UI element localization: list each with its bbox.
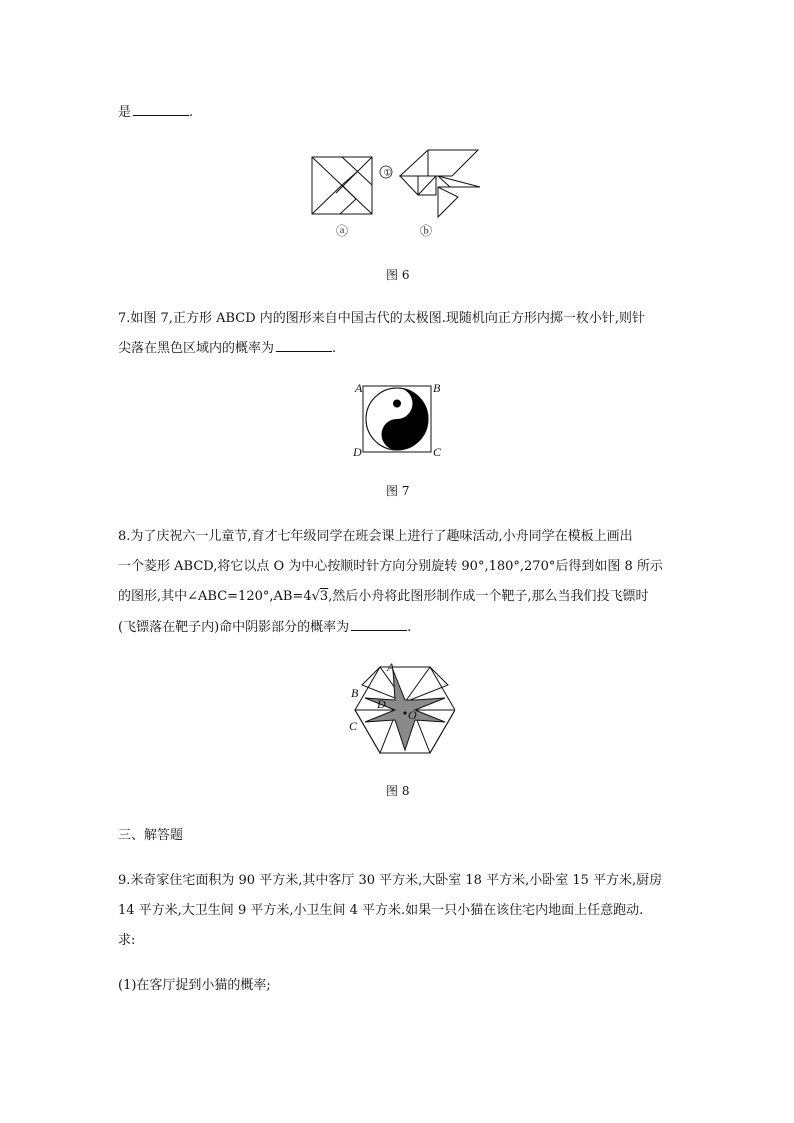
figure-6-caption: 图 6 [386,268,410,282]
vertex-label-b: B [351,686,359,700]
vertex-label-a: A [387,660,395,674]
vertex-label-c: C [349,719,358,733]
answer-blank [276,340,332,352]
q8-line1: 8.为了庆祝六一儿童节,育才七年级同学在班会课上进行了趣味活动,小舟同学在模板上画出 [118,529,633,544]
q6-tail [118,104,678,121]
figure-8-target [345,655,455,765]
q9-line1: 9.米奇家住宅面积为 90 平方米,其中客厅 30 平方米,大卧室 18 平方米,小卧室 15 平方米,厨房 [118,873,663,888]
q7-line1: 7.如图 7,正方形 ABCD 内的图形来自中国古代的太极图.现随机向正方形内掷一枚小针,则针 [118,311,646,326]
answer-blank [133,104,189,116]
q9-line2: 14 平方米,大卫生间 9 平方米,小卫生间 4 平方米.如果一只小猫在该住宅内地面上任意跑动. [118,903,644,918]
figure-7-taiji [350,378,446,460]
q8-line3-b: ,然后小舟将此图形制作成一个靶子,那么当我们投飞镖时 [328,589,649,604]
q7-line2-text: 尖落在黑色区域内的概率为 [118,341,275,356]
q8-line3 [118,589,678,605]
vertex-label-c: C [433,445,442,459]
q6-tail-text: 是 [118,105,132,120]
q8-end: . [407,620,412,635]
tangram-label-1: ① [383,167,392,178]
figure-7-caption: 图 7 [386,484,410,498]
tangram-label-a: ⓐ [336,224,349,238]
section-title: 三、解答题 [118,828,184,843]
answer-blank [351,619,407,631]
vertex-label-o: O [408,708,417,722]
q8-line4-text: (飞镖落在靶子内)命中阴影部分的概率为 [118,620,350,635]
q6-end: . [189,105,194,120]
q9-line3: 求: [118,933,136,948]
vertex-label-d: D [353,445,362,459]
q7-line2 [118,340,678,357]
vertex-label-a: A [355,381,363,395]
q8-line3-a: 的图形,其中∠ABC=120°,AB=4 [118,589,312,604]
q7-end: . [332,341,337,356]
figure-8-caption: 图 8 [386,784,410,798]
vertex-label-d: D [377,697,386,711]
tangram-label-b: ⓑ [420,224,433,238]
vertex-label-b: B [433,381,441,395]
q9-part1: (1)在客厅捉到小猫的概率; [118,978,271,993]
center-point-o [403,711,406,714]
q8-line2: 一个菱形 ABCD,将它以点 O 为中心按顺时针方向分别旋转 90°,180°,270°后得到如图 8 所示 [118,559,663,574]
tangram-parallelogram-b [400,150,478,176]
q8-line4 [118,619,678,636]
figure-6-tangram [300,145,490,240]
sqrt-radicand: 3 [319,589,329,604]
sqrt-symbol: √3 [311,589,329,604]
